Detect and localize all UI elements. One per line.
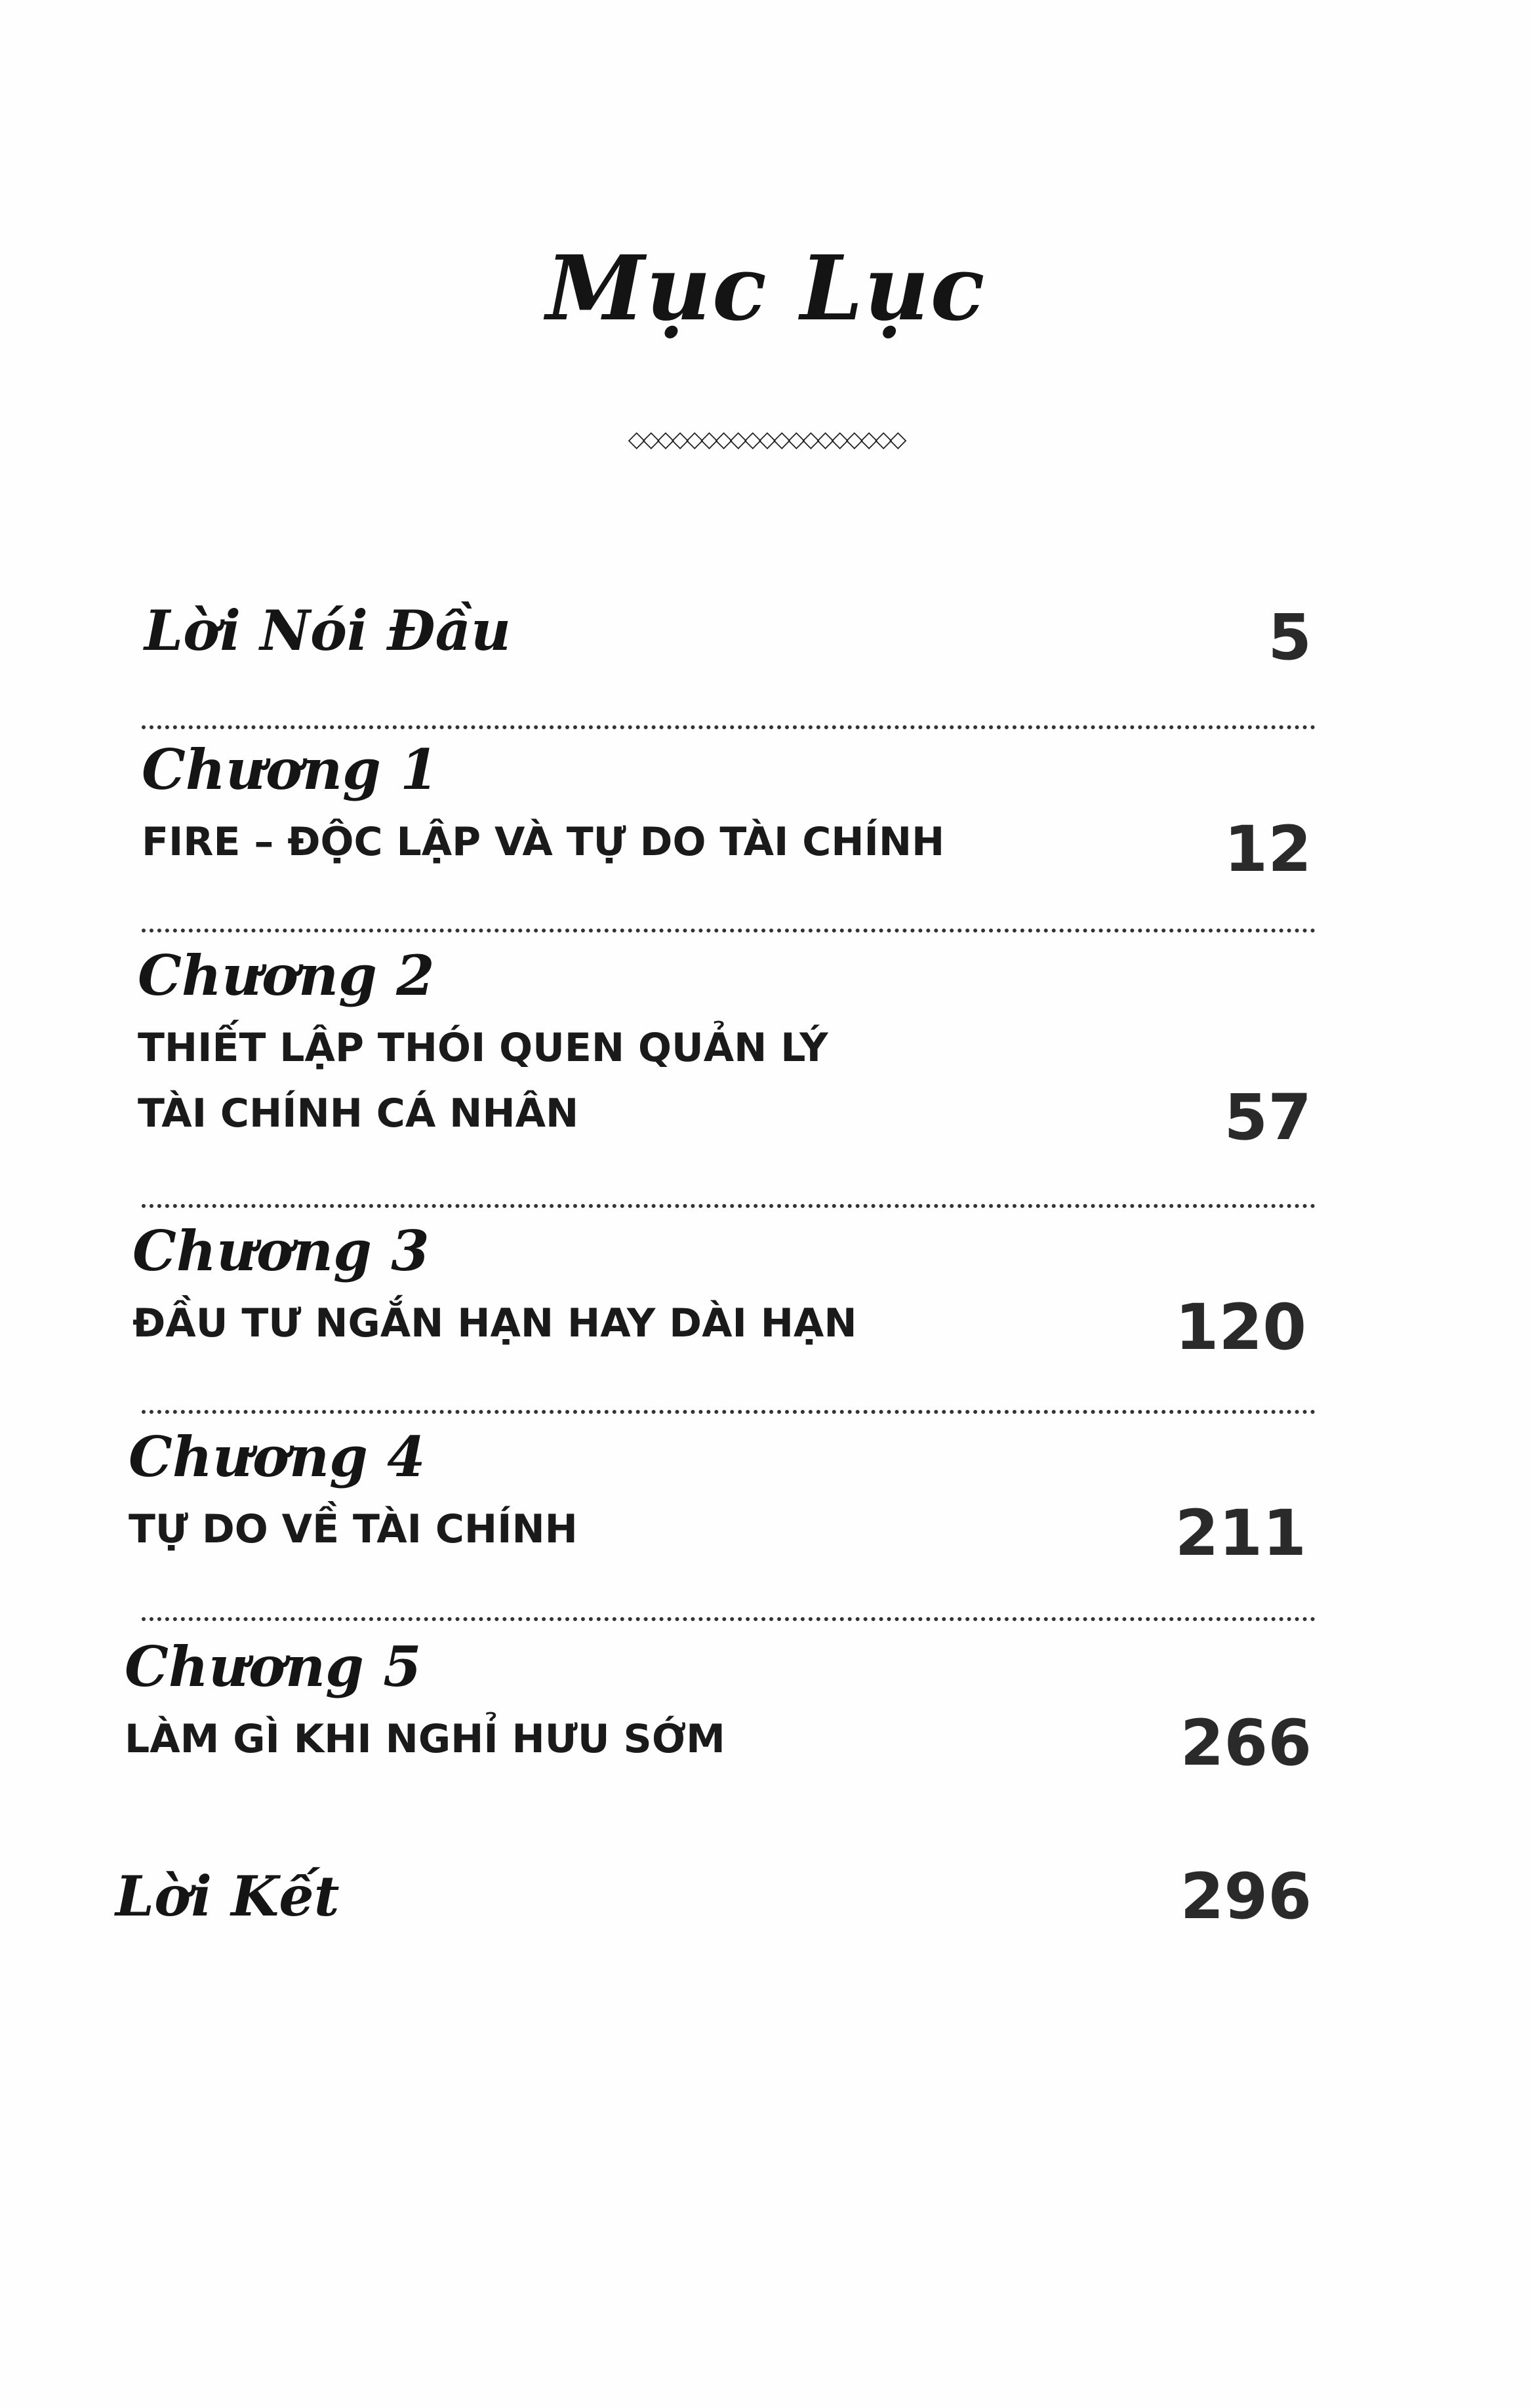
toc-chapter-title: TỰ DO VỀ TÀI CHÍNH	[129, 1506, 578, 1552]
toc-chapter-title-line-2: TÀI CHÍNH CÁ NHÂN	[138, 1091, 579, 1136]
toc-page-number: 57	[1224, 1081, 1312, 1154]
dotted-divider	[142, 1410, 1316, 1414]
toc-page-number: 12	[1224, 813, 1312, 886]
toc-entry-chapter-5[interactable]	[125, 1634, 1318, 1780]
toc-entry-chapter-4[interactable]	[125, 1424, 1318, 1570]
toc-entry-label: Lời Nói Đầu	[144, 598, 512, 663]
dotted-divider	[142, 725, 1316, 729]
toc-page-number: 211	[1175, 1496, 1306, 1570]
toc-entry-label: Lời Kết	[115, 1864, 340, 1929]
toc-entry-chapter-1[interactable]	[125, 737, 1318, 886]
toc-chapter-title-line-1: THIẾT LẬP THÓI QUEN QUẢN LÝ	[138, 1025, 828, 1071]
toc-entry-chapter-3[interactable]	[125, 1218, 1318, 1364]
toc-chapter-label: Chương 1	[142, 737, 439, 802]
toc-entry-chapter-2[interactable]	[125, 943, 1318, 1154]
toc-chapter-label: Chương 4	[129, 1424, 426, 1489]
toc-chapter-label: Chương 5	[125, 1634, 422, 1699]
page-title: Mục Lục	[546, 236, 986, 341]
toc-chapter-title: ĐẦU TƯ NGẮN HẠN HAY DÀI HẠN	[132, 1300, 857, 1346]
toc-chapter-title: FIRE – ĐỘC LẬP VÀ TỰ DO TÀI CHÍNH	[142, 819, 945, 865]
toc-chapter-label: Chương 2	[138, 943, 435, 1008]
dotted-divider	[142, 1617, 1316, 1621]
diamond-ornament-divider: ◇◇◇◇◇◇◇◇◇◇◇◇◇◇◇◇◇◇◇	[628, 426, 904, 452]
toc-chapter-label: Chương 3	[132, 1218, 430, 1283]
toc-entry-epilogue[interactable]	[115, 1860, 1318, 1933]
toc-page-number: 296	[1180, 1860, 1312, 1933]
dotted-divider	[142, 1204, 1316, 1208]
toc-page-number: 120	[1175, 1291, 1306, 1364]
toc-chapter-title: LÀM GÌ KHI NGHỈ HƯU SỚM	[125, 1716, 725, 1762]
toc-page-number: 266	[1180, 1706, 1312, 1780]
dotted-divider	[142, 929, 1316, 933]
toc-page-number: 5	[1268, 601, 1312, 674]
toc-entry-preface[interactable]	[125, 598, 1318, 674]
